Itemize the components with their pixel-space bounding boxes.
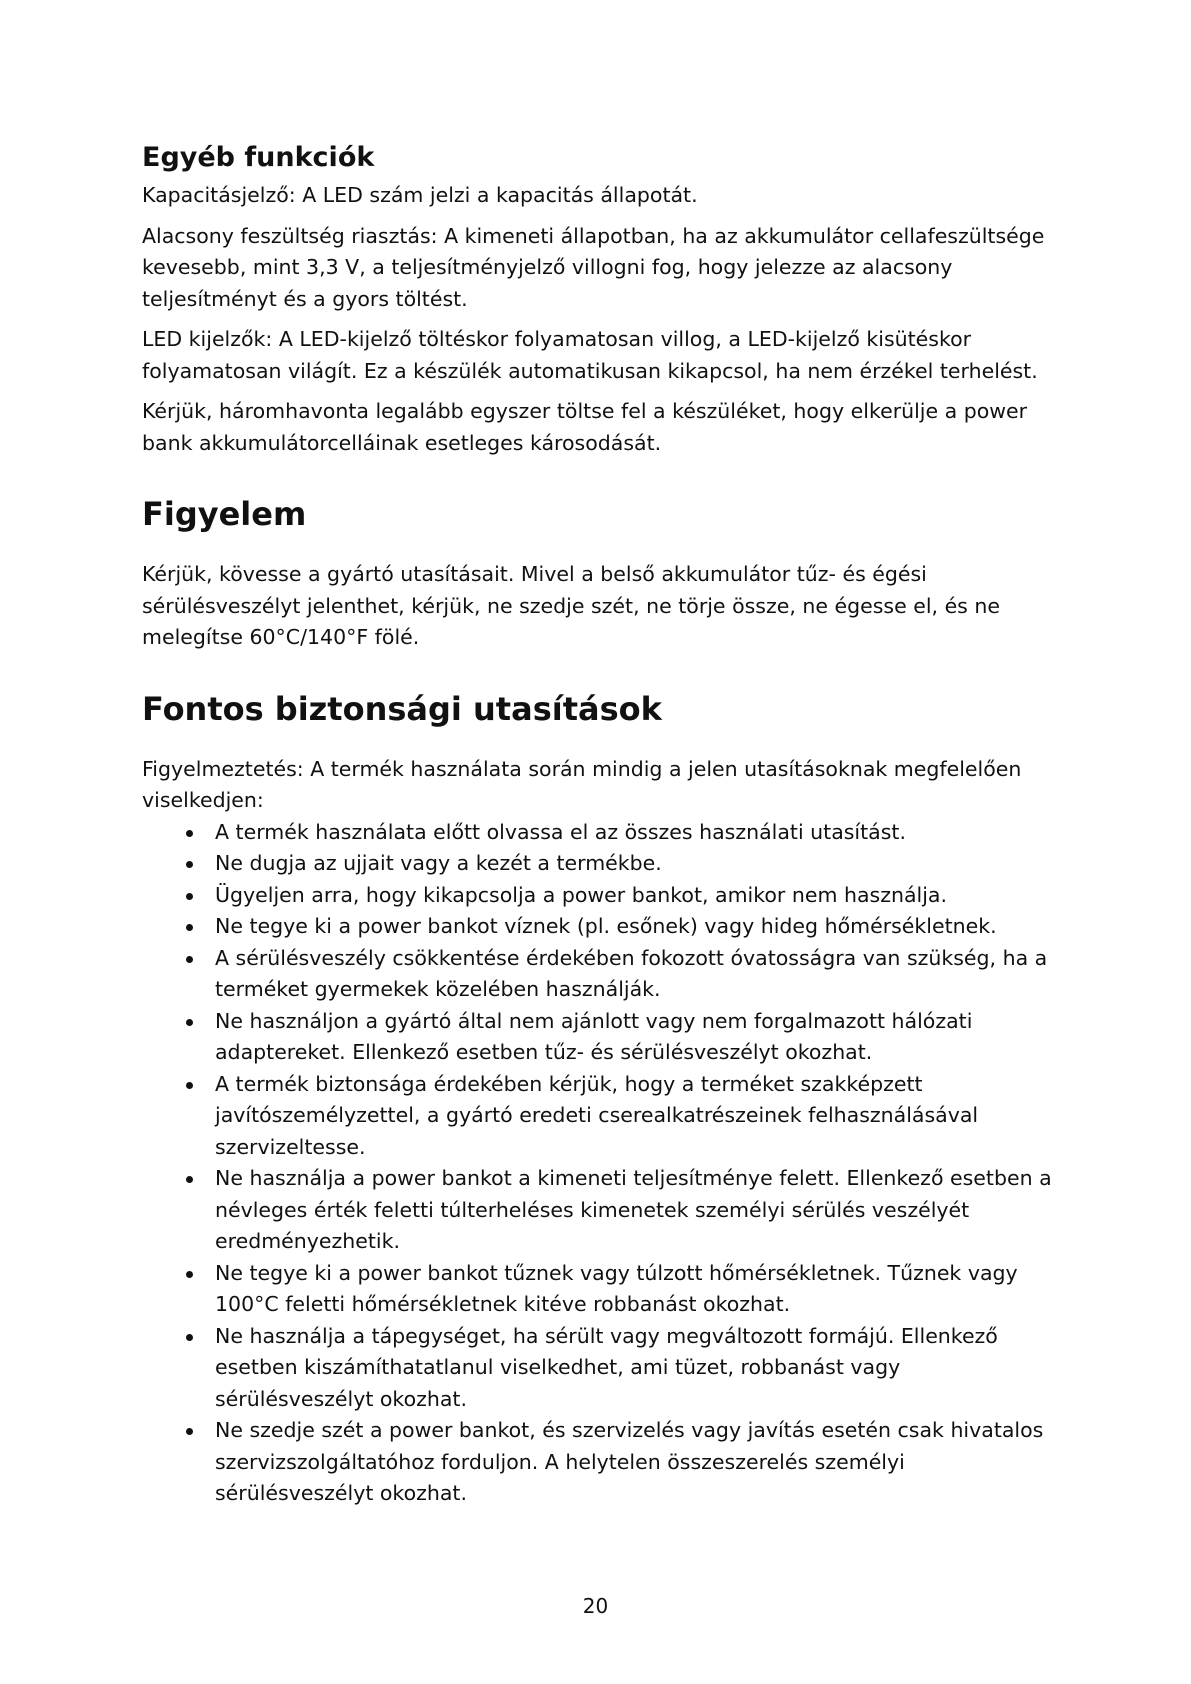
bullet-icon — [186, 1428, 193, 1435]
bullet-icon — [186, 1176, 193, 1183]
list-item: Ne használja a power bankot a kimeneti teljesítménye felett. Ellenkező esetben a névleges érték feletti túlterheléses kimenetek személyi sérülés veszélyét eredményezhetik. — [142, 1163, 1062, 1258]
section-heading: Egyéb funkciók — [142, 142, 375, 173]
paragraph: Kapacitásjelző: A LED szám jelzi a kapacitás állapotát. — [142, 183, 698, 207]
list-item: Ne használja a tápegységet, ha sérült vagy megváltozott formájú. Ellenkező esetben kiszámíthatatlanul viselkedhet, ami tüzet, robbanást vagy sérülésveszélyt okozhat. — [142, 1321, 1062, 1416]
paragraph: Kérjük, háromhavonta legalább egyszer töltse fel a készüléket, hogy elkerülje a power bank akkumulátorcelláinak esetleges károsodását. — [142, 399, 1028, 455]
section-attention — [142, 493, 1062, 654]
paragraph: Alacsony feszültség riasztás: A kimeneti állapotban, ha az akkumulátor cellafeszültsége kevesebb, mint 3,3 V, a teljesítményjelző villogni fog, hogy jelezze az alacsony teljesítményt és a gyors töltést. — [142, 223, 1045, 311]
bullet-icon — [186, 956, 193, 963]
list-item: A sérülésveszély csökkentése érdekében fokozott óvatosságra van szükség, ha a terméket gyermekek közelében használják. — [142, 943, 1062, 1006]
bullet-icon — [186, 861, 193, 868]
list-item: A termék biztonsága érdekében kérjük, hogy a terméket szakképzett javítószemélyzettel, a gyártó eredeti cserealkatrészeinek felhasználásával szervizeltesse. — [142, 1069, 1062, 1164]
list-item: A termék használata előtt olvassa el az összes használati utasítást. — [142, 817, 1062, 849]
bullet-icon — [186, 1082, 193, 1089]
page-number: 20 — [582, 1594, 609, 1618]
paragraph: Kérjük, kövesse a gyártó utasításait. Mivel a belső akkumulátor tűz- és égési sérülésveszélyt jelenthet, kérjük, ne szedje szét, ne törje össze, ne égesse el, és ne melegítse 60°C/140°F fölé. — [142, 562, 1000, 649]
paragraph: LED kijelzők: A LED-kijelző töltéskor folyamatosan villog, a LED-kijelző kisütéskor folyamatosan világít. Ez a készülék automatikusan kikapcsol, ha nem érzékel terhelést. — [142, 327, 1038, 383]
bullet-icon — [186, 1334, 193, 1341]
safety-list — [142, 817, 1062, 1510]
section-safety-instructions — [142, 688, 1062, 1510]
list-item: Ne dugja az ujjait vagy a kezét a termékbe. — [142, 848, 1062, 880]
list-item: Ne tegye ki a power bankot víznek (pl. esőnek) vagy hideg hőmérsékletnek. — [142, 911, 1062, 943]
paragraph: Figyelmeztetés: A termék használata során mindig a jelen utasításoknak megfelelően viselkedjen: — [142, 756, 1022, 812]
document-page — [142, 140, 1062, 1510]
bullet-icon — [186, 830, 193, 837]
bullet-icon — [186, 893, 193, 900]
list-item: Ügyeljen arra, hogy kikapcsolja a power bankot, amikor nem használja. — [142, 880, 1062, 912]
section-heading: Figyelem — [142, 495, 307, 533]
list-item: Ne szedje szét a power bankot, és szervizelés vagy javítás esetén csak hivatalos szervizszolgáltatóhoz forduljon. A helytelen összeszerelés személyi sérülésveszélyt okozhat. — [142, 1415, 1062, 1510]
list-item: Ne tegye ki a power bankot tűznek vagy túlzott hőmérsékletnek. Tűznek vagy 100°C feletti hőmérsékletnek kitéve robbanást okozhat. — [142, 1258, 1062, 1321]
list-item: Ne használjon a gyártó által nem ajánlott vagy nem forgalmazott hálózati adaptereket. Ellenkező esetben tűz- és sérülésveszélyt okozhat. — [142, 1006, 1062, 1069]
bullet-icon — [186, 1271, 193, 1278]
section-heading: Fontos biztonsági utasítások — [142, 689, 662, 728]
bullet-icon — [186, 1019, 193, 1026]
bullet-icon — [186, 924, 193, 931]
section-other-functions — [142, 140, 1062, 459]
